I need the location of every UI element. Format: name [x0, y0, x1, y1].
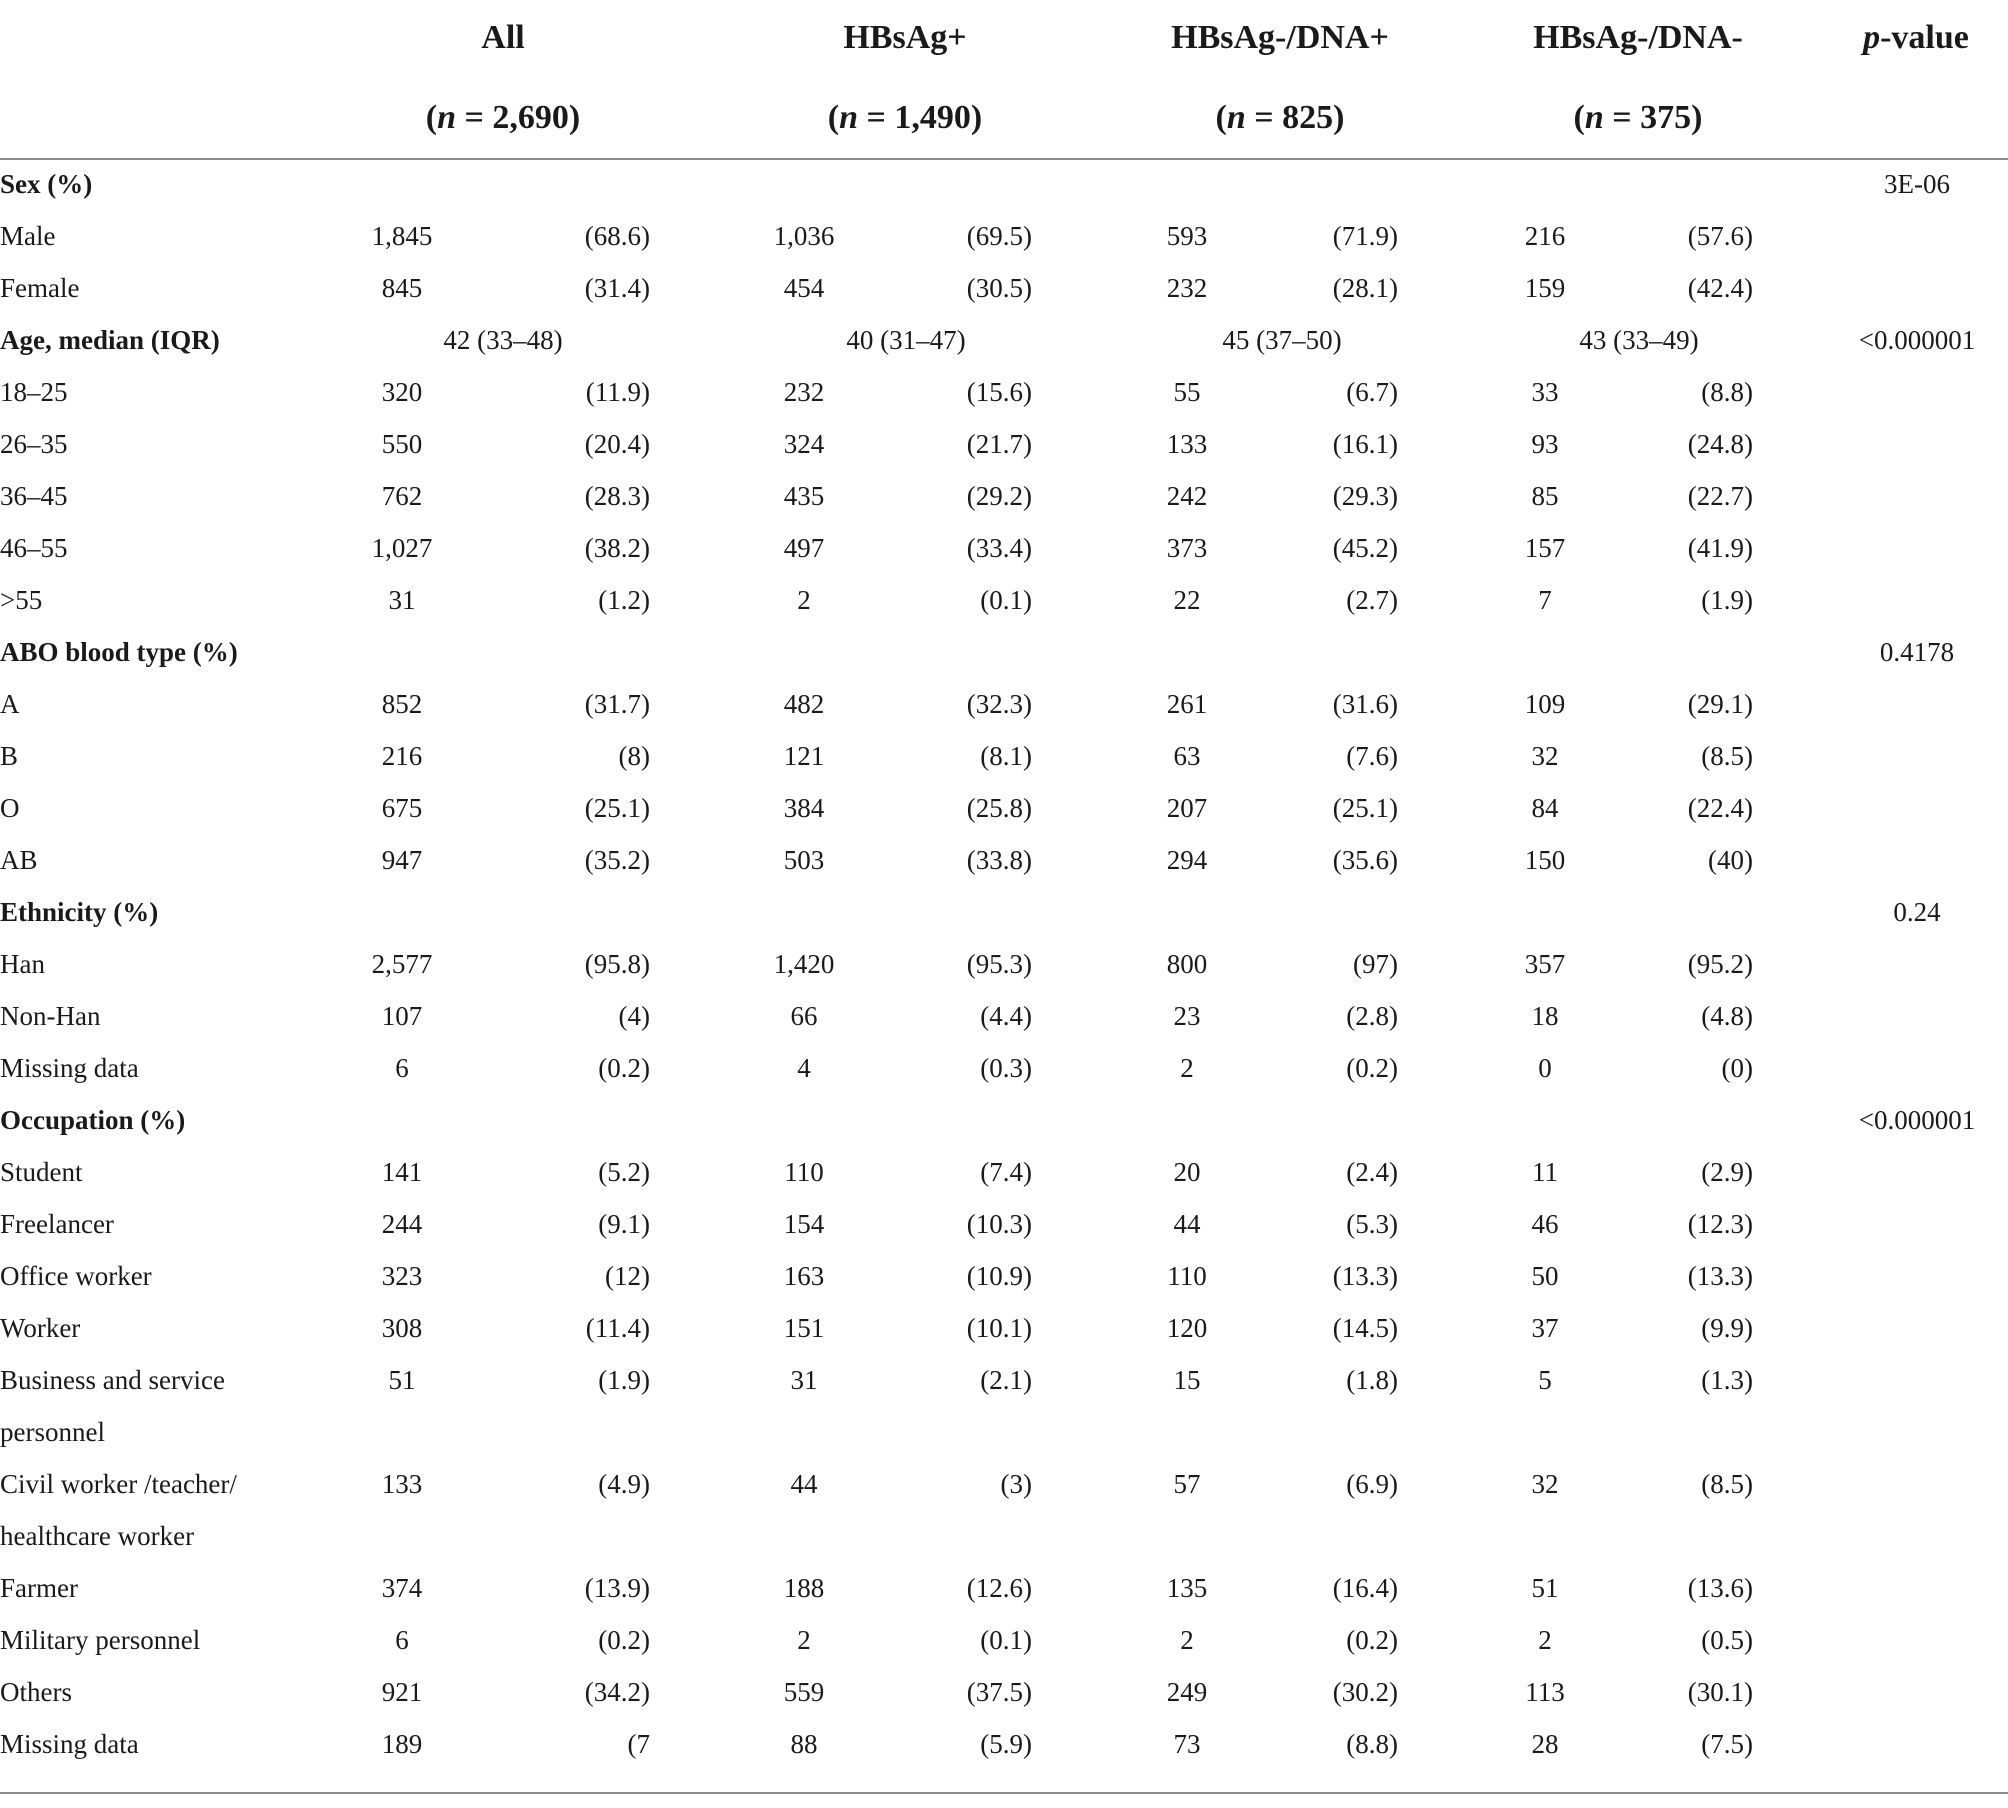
row-label: Missing data [0, 1053, 139, 1083]
count-cell: 7 [1538, 585, 1552, 615]
count-cell: 308 [381, 1313, 423, 1343]
count-cell: 73 [1173, 1729, 1201, 1759]
count-cell: 249 [1166, 1677, 1208, 1707]
percent-cell: (7.4) [980, 1157, 1032, 1187]
count-cell: 216 [1524, 221, 1566, 251]
count-cell: 2 [1538, 1625, 1552, 1655]
percent-cell: (24.8) [1687, 429, 1753, 459]
count-cell: 216 [381, 741, 423, 771]
percent-cell: (97) [1353, 949, 1398, 979]
count-cell: 88 [790, 1729, 818, 1759]
percent-cell: (10.3) [966, 1209, 1032, 1239]
row-label: AB [0, 845, 38, 875]
percent-cell: (35.6) [1332, 845, 1398, 875]
percent-cell: (42.4) [1687, 273, 1753, 303]
count-cell: 84 [1531, 793, 1559, 823]
row-label: Civil worker /teacher/ [0, 1469, 237, 1499]
table-row [0, 158, 2008, 210]
count-cell: 852 [381, 689, 423, 719]
section-label: Occupation (%) [0, 1105, 186, 1135]
percent-cell: (7 [627, 1729, 650, 1759]
percent-cell: (16.1) [1332, 429, 1398, 459]
count-cell: 141 [381, 1157, 423, 1187]
percent-cell: (68.6) [584, 221, 650, 251]
percent-cell: (13.3) [1687, 1261, 1753, 1291]
table-row [0, 886, 2008, 938]
count-cell: 159 [1524, 273, 1566, 303]
count-cell: 261 [1166, 689, 1208, 719]
percent-cell: (8.8) [1701, 377, 1753, 407]
count-cell: 384 [783, 793, 825, 823]
percent-cell: (4.4) [980, 1001, 1032, 1031]
percent-cell: (1.9) [1701, 585, 1753, 615]
count-cell: 2 [1180, 1053, 1194, 1083]
percent-cell: (0.2) [1346, 1053, 1398, 1083]
table-row [0, 834, 2008, 886]
percent-cell: (40) [1708, 845, 1753, 875]
table-row [0, 1666, 2008, 1718]
percent-cell: (2.4) [1346, 1157, 1398, 1187]
count-cell: 675 [381, 793, 423, 823]
percent-cell: (8.5) [1701, 741, 1753, 771]
count-cell: 324 [783, 429, 825, 459]
percent-cell: (11.4) [585, 1313, 650, 1343]
table-row [0, 1614, 2008, 1666]
percent-cell: (7.6) [1346, 741, 1398, 771]
count-cell: 323 [381, 1261, 423, 1291]
percent-cell: (37.5) [966, 1677, 1032, 1707]
percent-cell: (1.3) [1701, 1365, 1753, 1395]
percent-cell: (21.7) [966, 429, 1032, 459]
count-cell: 15 [1173, 1365, 1201, 1395]
percent-cell: (25.1) [1332, 793, 1398, 823]
count-cell: 800 [1166, 949, 1208, 979]
percent-cell: (71.9) [1332, 221, 1398, 251]
header-all-title: All [481, 19, 525, 56]
count-cell: 189 [381, 1729, 423, 1759]
percent-cell: (5.3) [1346, 1209, 1398, 1239]
percent-cell: (95.8) [584, 949, 650, 979]
percent-cell: (4.8) [1701, 1001, 1753, 1031]
percent-cell: (2.8) [1346, 1001, 1398, 1031]
count-cell: 1,036 [773, 221, 835, 251]
table-row [0, 1198, 2008, 1250]
table-row [0, 1042, 2008, 1094]
percent-cell: (25.8) [966, 793, 1032, 823]
count-cell: 373 [1166, 533, 1208, 563]
percent-cell: (8.1) [980, 741, 1032, 771]
count-cell: 947 [381, 845, 423, 875]
median-cell: 42 (33–48) [443, 325, 563, 355]
percent-cell: (2.7) [1346, 585, 1398, 615]
count-cell: 2 [797, 1625, 811, 1655]
pvalue-cell: <0.000001 [1858, 325, 1976, 355]
count-cell: 110 [784, 1157, 824, 1187]
percent-cell: (6.9) [1346, 1469, 1398, 1499]
percent-cell: (35.2) [584, 845, 650, 875]
header-hbsag-neg-dna-pos-n: (n = 825) [1215, 99, 1345, 136]
row-label: 46–55 [0, 533, 68, 563]
percent-cell: (7.5) [1701, 1729, 1753, 1759]
count-cell: 559 [783, 1677, 825, 1707]
percent-cell: (12.6) [966, 1573, 1032, 1603]
median-cell: 45 (37–50) [1222, 325, 1342, 355]
row-label: Farmer [0, 1573, 78, 1603]
count-cell: 157 [1524, 533, 1566, 563]
count-cell: 207 [1166, 793, 1208, 823]
count-cell: 55 [1173, 377, 1201, 407]
table-row [0, 626, 2008, 678]
header-all [453, 18, 553, 58]
count-cell: 232 [783, 377, 825, 407]
count-cell: 497 [783, 533, 825, 563]
percent-cell: (10.1) [966, 1313, 1032, 1343]
table-row [0, 210, 2008, 262]
percent-cell: (0.1) [980, 585, 1032, 615]
pvalue-cell: 0.4178 [1879, 637, 1955, 667]
count-cell: 22 [1173, 585, 1201, 615]
count-cell: 2,577 [371, 949, 433, 979]
table-row [0, 938, 2008, 990]
count-cell: 232 [1166, 273, 1208, 303]
count-cell: 57 [1173, 1469, 1201, 1499]
percent-cell: (31.4) [584, 273, 650, 303]
row-label: Missing data [0, 1729, 139, 1759]
count-cell: 454 [783, 273, 825, 303]
percent-cell: (25.1) [584, 793, 650, 823]
count-cell: 113 [1525, 1677, 1565, 1707]
percent-cell: (8.8) [1346, 1729, 1398, 1759]
header-all-n: (n = 2,690) [425, 99, 581, 136]
pvalue-cell: 3E-06 [1884, 169, 1950, 199]
row-label: Freelancer [0, 1209, 114, 1239]
count-cell: 133 [381, 1469, 423, 1499]
table-row [0, 522, 2008, 574]
percent-cell: (13.9) [584, 1573, 650, 1603]
percent-cell: (28.3) [584, 481, 650, 511]
count-cell: 6 [395, 1625, 409, 1655]
row-label: 26–35 [0, 429, 68, 459]
percent-cell: (2.1) [980, 1365, 1032, 1395]
percent-cell: (0.1) [980, 1625, 1032, 1655]
row-label: Worker [0, 1313, 81, 1343]
percent-cell: (1.2) [598, 585, 650, 615]
row-label: >55 [0, 585, 43, 615]
count-cell: 503 [783, 845, 825, 875]
percent-cell: (12.3) [1687, 1209, 1753, 1239]
header-hbsag-pos [805, 18, 1005, 58]
table-row [0, 1302, 2008, 1354]
count-cell: 109 [1524, 689, 1566, 719]
percent-cell: (69.5) [966, 221, 1032, 251]
percent-cell: (41.9) [1687, 533, 1753, 563]
count-cell: 18 [1531, 1001, 1559, 1031]
row-label: Han [0, 949, 45, 979]
pvalue-cell: 0.24 [1893, 897, 1941, 927]
row-label: O [0, 793, 20, 823]
table-row [0, 1510, 2008, 1562]
percent-cell: (4.9) [598, 1469, 650, 1499]
count-cell: 2 [797, 585, 811, 615]
count-cell: 150 [1524, 845, 1566, 875]
percent-cell: (22.7) [1687, 481, 1753, 511]
row-label: Student [0, 1157, 83, 1187]
percent-cell: (0.2) [598, 1625, 650, 1655]
percent-cell: (0) [1721, 1053, 1753, 1083]
count-cell: 31 [388, 585, 416, 615]
header-hbsag-pos-n: (n = 1,490) [827, 99, 983, 136]
count-cell: 921 [381, 1677, 423, 1707]
percent-cell: (28.1) [1332, 273, 1398, 303]
percent-cell: (2.9) [1701, 1157, 1753, 1187]
table-row [0, 1354, 2008, 1406]
count-cell: 550 [381, 429, 423, 459]
count-cell: 28 [1531, 1729, 1559, 1759]
count-cell: 44 [1173, 1209, 1201, 1239]
count-cell: 154 [783, 1209, 825, 1239]
count-cell: 110 [1167, 1261, 1207, 1291]
count-cell: 85 [1531, 481, 1559, 511]
percent-cell: (8) [618, 741, 650, 771]
percent-cell: (0.5) [1701, 1625, 1753, 1655]
percent-cell: (15.6) [966, 377, 1032, 407]
percent-cell: (33.4) [966, 533, 1032, 563]
count-cell: 1,845 [371, 221, 433, 251]
percent-cell: (30.1) [1687, 1677, 1753, 1707]
percent-cell: (32.3) [966, 689, 1032, 719]
header-hbsag-neg-dna-pos [1130, 18, 1430, 58]
count-cell: 163 [783, 1261, 825, 1291]
count-cell: 20 [1173, 1157, 1201, 1187]
percent-cell: (13.3) [1332, 1261, 1398, 1291]
table-row [0, 782, 2008, 834]
percent-cell: (0.2) [598, 1053, 650, 1083]
percent-cell: (29.3) [1332, 481, 1398, 511]
count-cell: 151 [783, 1313, 825, 1343]
section-label: ABO blood type (%) [0, 637, 238, 667]
count-cell: 23 [1173, 1001, 1201, 1031]
percent-cell: (8.5) [1701, 1469, 1753, 1499]
row-label: personnel [0, 1417, 105, 1447]
count-cell: 5 [1538, 1365, 1552, 1395]
count-cell: 242 [1166, 481, 1208, 511]
table-row [0, 574, 2008, 626]
percent-cell: (10.9) [966, 1261, 1032, 1291]
percent-cell: (34.2) [584, 1677, 650, 1707]
row-label: Business and service [0, 1365, 225, 1395]
percent-cell: (30.2) [1332, 1677, 1398, 1707]
count-cell: 320 [381, 377, 423, 407]
count-cell: 133 [1166, 429, 1208, 459]
count-cell: 32 [1531, 741, 1559, 771]
count-cell: 2 [1180, 1625, 1194, 1655]
median-cell: 40 (31–47) [846, 325, 966, 355]
median-cell: 43 (33–49) [1579, 325, 1699, 355]
header-hbsag-neg-dna-neg-title: HBsAg-/DNA- [1533, 19, 1743, 56]
percent-cell: (33.8) [966, 845, 1032, 875]
count-cell: 107 [381, 1001, 423, 1031]
row-label: 18–25 [0, 377, 68, 407]
section-label: Age, median (IQR) [0, 325, 220, 355]
count-cell: 31 [790, 1365, 818, 1395]
table-row [0, 1406, 2008, 1458]
count-cell: 244 [381, 1209, 423, 1239]
percent-cell: (14.5) [1332, 1313, 1398, 1343]
percent-cell: (0.2) [1346, 1625, 1398, 1655]
count-cell: 4 [797, 1053, 811, 1083]
percent-cell: (29.1) [1687, 689, 1753, 719]
percent-cell: (9.1) [598, 1209, 650, 1239]
table-row [0, 366, 2008, 418]
percent-cell: (31.6) [1332, 689, 1398, 719]
row-label: healthcare worker [0, 1521, 195, 1551]
table-row [0, 470, 2008, 522]
percent-cell: (95.2) [1687, 949, 1753, 979]
percent-cell: (57.6) [1687, 221, 1753, 251]
count-cell: 46 [1531, 1209, 1559, 1239]
percent-cell: (1.8) [1346, 1365, 1398, 1395]
table-row [0, 1094, 2008, 1146]
row-label: 36–45 [0, 481, 68, 511]
count-cell: 120 [1166, 1313, 1208, 1343]
count-cell: 357 [1524, 949, 1566, 979]
count-cell: 11 [1532, 1157, 1558, 1187]
percent-cell: (5.2) [598, 1157, 650, 1187]
percent-cell: (29.2) [966, 481, 1032, 511]
percent-cell: (9.9) [1701, 1313, 1753, 1343]
count-cell: 93 [1531, 429, 1559, 459]
count-cell: 188 [783, 1573, 825, 1603]
percent-cell: (22.4) [1687, 793, 1753, 823]
percent-cell: (0.3) [980, 1053, 1032, 1083]
bottom-rule [0, 1792, 2008, 1794]
count-cell: 845 [381, 273, 423, 303]
percent-cell: (30.5) [966, 273, 1032, 303]
row-label: Military personnel [0, 1625, 201, 1655]
percent-cell: (12) [605, 1261, 650, 1291]
table-row [0, 1146, 2008, 1198]
count-cell: 482 [783, 689, 825, 719]
count-cell: 593 [1166, 221, 1208, 251]
percent-cell: (11.9) [585, 377, 650, 407]
row-label: A [0, 689, 20, 719]
table-row [0, 730, 2008, 782]
table-row [0, 314, 2008, 366]
row-label: Non-Han [0, 1001, 101, 1031]
percent-cell: (38.2) [584, 533, 650, 563]
percent-cell: (3) [1000, 1469, 1032, 1499]
table-row [0, 1562, 2008, 1614]
row-label: Male [0, 221, 56, 251]
count-cell: 762 [381, 481, 423, 511]
header-hbsag-pos-title: HBsAg+ [843, 19, 967, 56]
count-cell: 51 [1531, 1573, 1559, 1603]
row-label: B [0, 741, 19, 771]
count-cell: 51 [388, 1365, 416, 1395]
count-cell: 1,420 [773, 949, 835, 979]
count-cell: 44 [790, 1469, 818, 1499]
row-label: Others [0, 1677, 72, 1707]
percent-cell: (5.9) [980, 1729, 1032, 1759]
count-cell: 6 [395, 1053, 409, 1083]
table-row [0, 262, 2008, 314]
count-cell: 63 [1173, 741, 1201, 771]
count-cell: 50 [1531, 1261, 1559, 1291]
percent-cell: (31.7) [584, 689, 650, 719]
header-hbsag-neg-dna-neg [1488, 18, 1788, 58]
percent-cell: (16.4) [1332, 1573, 1398, 1603]
header-hbsag-neg-dna-neg-n: (n = 375) [1573, 99, 1703, 136]
count-cell: 135 [1166, 1573, 1208, 1603]
table-row [0, 990, 2008, 1042]
count-cell: 1,027 [371, 533, 433, 563]
count-cell: 435 [783, 481, 825, 511]
percent-cell: (45.2) [1332, 533, 1398, 563]
count-cell: 294 [1166, 845, 1208, 875]
percent-cell: (13.6) [1687, 1573, 1753, 1603]
percent-cell: (95.3) [966, 949, 1032, 979]
count-cell: 32 [1531, 1469, 1559, 1499]
count-cell: 121 [783, 741, 825, 771]
row-label: Female [0, 273, 80, 303]
table-row [0, 678, 2008, 730]
percent-cell: (4) [618, 1001, 650, 1031]
percent-cell: (20.4) [584, 429, 650, 459]
table-row [0, 418, 2008, 470]
count-cell: 37 [1531, 1313, 1559, 1343]
table-row [0, 1458, 2008, 1510]
percent-cell: (1.9) [598, 1365, 650, 1395]
header-pvalue: p-value [1863, 19, 1969, 56]
count-cell: 374 [381, 1573, 423, 1603]
count-cell: 0 [1538, 1053, 1552, 1083]
header-hbsag-neg-dna-pos-title: HBsAg-/DNA+ [1171, 19, 1389, 56]
section-label: Sex (%) [0, 169, 93, 199]
table-row [0, 1718, 2008, 1770]
count-cell: 33 [1531, 377, 1559, 407]
row-label: Office worker [0, 1261, 152, 1291]
section-label: Ethnicity (%) [0, 897, 159, 927]
percent-cell: (6.7) [1346, 377, 1398, 407]
count-cell: 66 [790, 1001, 818, 1031]
pvalue-cell: <0.000001 [1858, 1105, 1976, 1135]
table-row [0, 1250, 2008, 1302]
